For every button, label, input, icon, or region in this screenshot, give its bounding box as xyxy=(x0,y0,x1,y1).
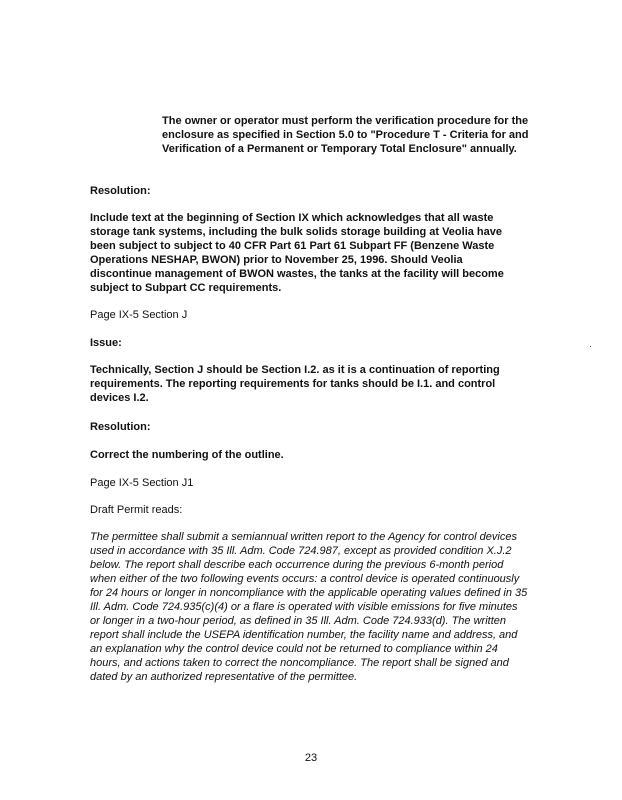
resolution-heading: Resolution: xyxy=(90,185,151,197)
draft-permit-text: The permittee shall submit a semiannual written report to the Agency for control devices used in accordance with 35 Ill. Adm. Code 724.987, except as provided condition X.J.2 below. The report shall describe each occurrence during the previous 6-month period when either of the two following events occurs: a control device is operated continuously for 24 hours or longer in noncompliance with the applicable operating values defined in 35 Ill. Adm. Code 724.935(c)(4) or a flare is operated with visible emissions for five minutes or longer in a two-hour period, as defined in 35 Ill. Adm. Code 724.933(d). The written report shall include the USEPA identification number, the facility name and address, and an explanation why the control device could not be returned to compliance within 24 hours, and actions taken to correct the noncompliance. The report shall be signed and dated by an authorized representative of the permittee. xyxy=(90,531,528,683)
scan-speck xyxy=(590,346,591,347)
resolution-text: Include text at the beginning of Section IX which acknowledges that all waste storage tank systems, including the bulk solids storage building at Veolia have been subject to subject to 40 CFR Part 61 Part 61 Subpart FF (Benzene Waste Operations NESHAP, BWON) prior to November 25, 1996. Should Veolia discontinue management of BWON wastes, the tanks at the facility will become subject to Subpart CC requirements. xyxy=(90,212,504,294)
page-section-reference: Page IX-5 Section J1 xyxy=(90,477,194,489)
resolution-heading: Resolution: xyxy=(90,421,151,433)
resolution-text: Correct the numbering of the outline. xyxy=(90,449,284,461)
draft-permit-label: Draft Permit reads: xyxy=(90,504,183,516)
issue-text: Technically, Section J should be Section I.2. as it is a continuation of reporting requirements. The reporting requirements for tanks should be I.1. and control devices I.2. xyxy=(90,364,500,404)
page-number: 23 xyxy=(304,752,318,764)
issue-heading: Issue: xyxy=(90,337,122,349)
page-section-reference: Page IX-5 Section J xyxy=(90,309,188,321)
quoted-requirement: The owner or operator must perform the verification procedure for the enclosure as specified in Section 5.0 to "Procedure T - Criteria for and Verification of a Permanent or Temporary Total Enclosure" annually. xyxy=(162,115,529,155)
